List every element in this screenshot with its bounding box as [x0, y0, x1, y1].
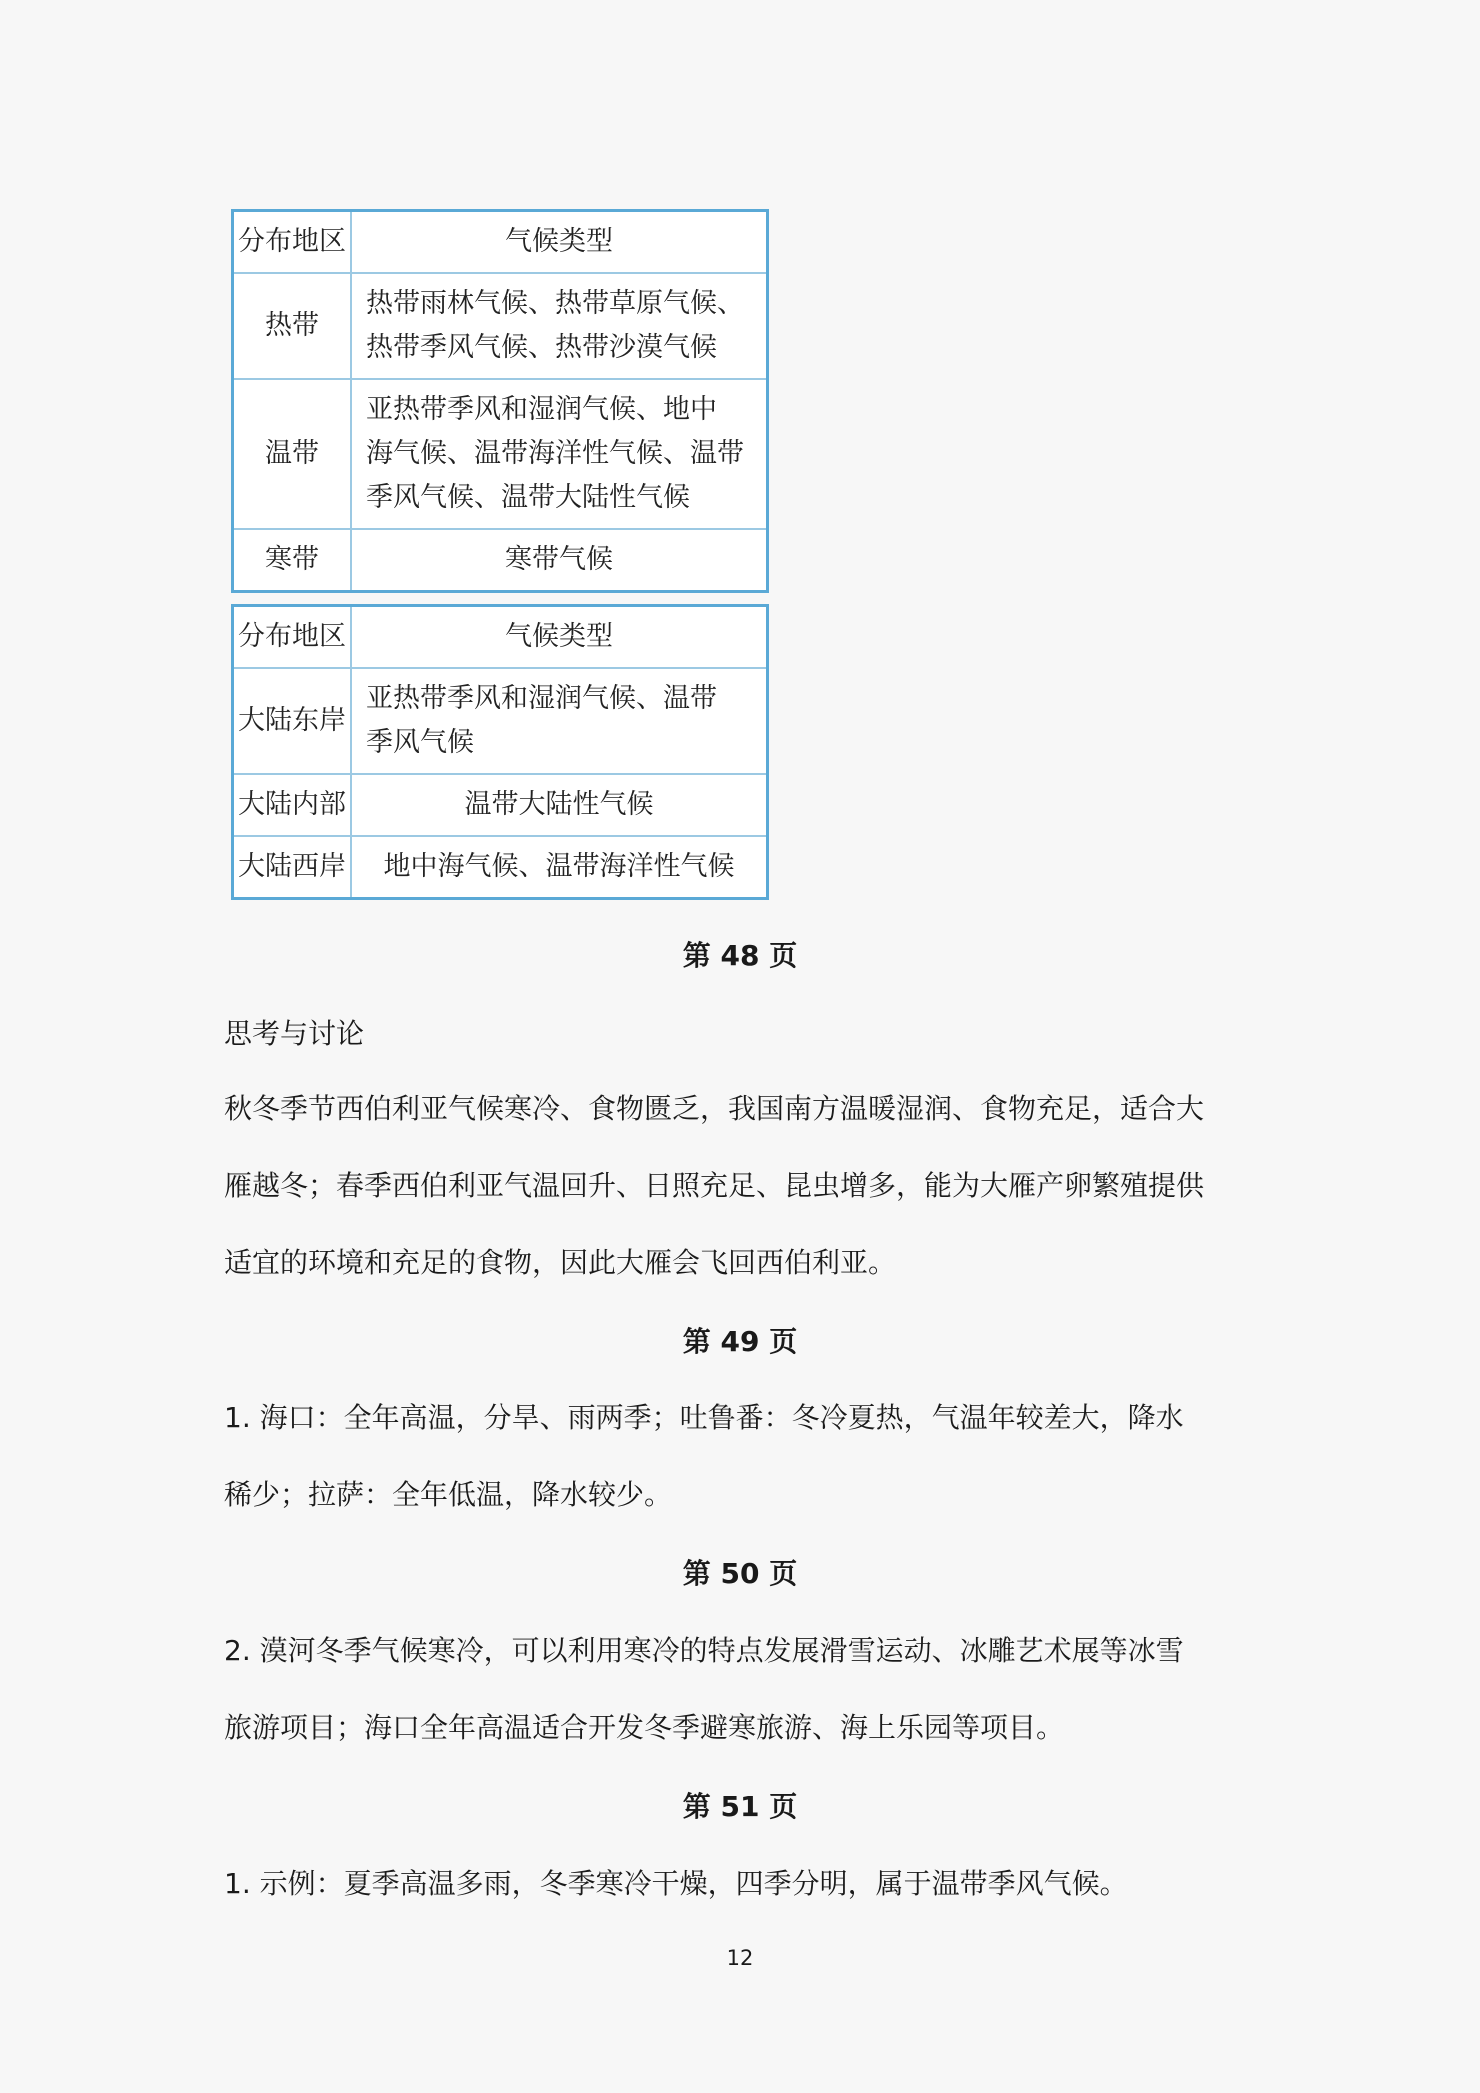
row-region: 大陆西岸: [233, 836, 352, 899]
text-line: 1. 示例：夏季高温多雨，冬季寒冷干燥，四季分明，属于温带季风气候。: [224, 1867, 1128, 1900]
paragraph-p51: [224, 1845, 1264, 1922]
header-region: 分布地区: [233, 606, 352, 669]
climate-zone-table: [231, 209, 769, 593]
text-line: 秋冬季节西伯利亚气候寒冷、食物匮乏，我国南方温暖湿润、食物充足，适合大: [224, 1092, 1205, 1125]
row-type-line: 热带雨林气候、热带草原气候、: [366, 288, 744, 319]
row-type-line: 热带季风气候、热带沙漠气候: [366, 332, 717, 363]
text-line: 适宜的环境和充足的食物，因此大雁会飞回西伯利亚。: [224, 1246, 897, 1279]
row-types: [351, 774, 768, 836]
row-type-line: 地中海气候、温带海洋性气候: [383, 851, 735, 882]
section-heading-p49: 第 49 页: [682, 1325, 798, 1358]
row-region: 温带: [233, 379, 352, 529]
text-line: 稀少；拉萨：全年低温，降水较少。: [224, 1478, 673, 1511]
header-region: 分布地区: [233, 211, 352, 274]
table-row: [233, 529, 768, 592]
row-region: 大陆东岸: [233, 668, 352, 774]
section-subtitle: 思考与讨论: [224, 1017, 365, 1050]
row-types: [351, 668, 768, 774]
row-type-line: 寒带气候: [505, 544, 613, 575]
row-type-line: 亚热带季风和湿润气候、温带: [366, 683, 717, 714]
paragraph-p48: [224, 1070, 1264, 1301]
table-row: [233, 836, 768, 899]
text-line: 2. 漠河冬季气候寒冷，可以利用寒冷的特点发展滑雪运动、冰雕艺术展等冰雪: [224, 1634, 1184, 1667]
header-type: 气候类型: [351, 606, 768, 669]
row-types: [351, 836, 768, 899]
text-line: 雁越冬；春季西伯利亚气温回升、日照充足、昆虫增多，能为大雁产卵繁殖提供: [224, 1169, 1205, 1202]
row-region: 热带: [233, 273, 352, 379]
table-row: [233, 774, 768, 836]
row-type-line: 海气候、温带海洋性气候、温带: [366, 438, 744, 469]
table-header-row: [233, 211, 768, 274]
section-heading-p51: 第 51 页: [682, 1790, 798, 1823]
table-row: [233, 668, 768, 774]
row-types: [351, 273, 768, 379]
table-row: [233, 273, 768, 379]
row-type-line: 季风气候、温带大陆性气候: [366, 482, 690, 513]
table-header-row: [233, 606, 768, 669]
row-type-line: 温带大陆性气候: [464, 789, 654, 820]
text-line: 1. 海口：全年高温，分旱、雨两季；吐鲁番：冬冷夏热，气温年较差大，降水: [224, 1401, 1184, 1434]
header-type: 气候类型: [351, 211, 768, 274]
table-row: [233, 379, 768, 529]
paragraph-p49: [224, 1379, 1264, 1533]
section-heading-p48: 第 48 页: [682, 939, 798, 972]
text-line: 旅游项目；海口全年高温适合开发冬季避寒旅游、海上乐园等项目。: [224, 1711, 1065, 1744]
row-region: 寒带: [233, 529, 352, 592]
page-number: 12: [726, 1946, 754, 1970]
paragraph-p50: [224, 1612, 1264, 1766]
row-types: [351, 529, 768, 592]
row-region: 大陆内部: [233, 774, 352, 836]
continent-position-table: [231, 604, 769, 900]
row-type-line: 季风气候: [366, 727, 474, 758]
section-heading-p50: 第 50 页: [682, 1557, 798, 1590]
row-types: [351, 379, 768, 529]
row-type-line: 亚热带季风和湿润气候、地中: [366, 394, 717, 425]
